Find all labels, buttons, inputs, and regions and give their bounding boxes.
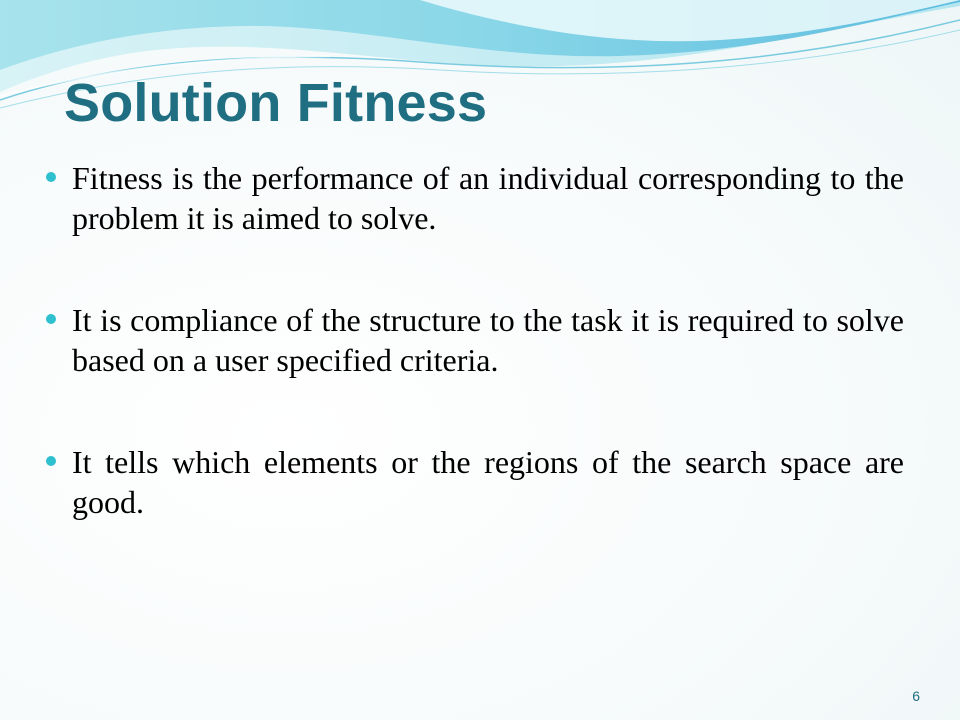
bullet-text: Fitness is the performance of an individual corresponding to the problem it is aimed to solve. (72, 160, 904, 236)
bullet-item (42, 158, 904, 238)
bullet-list (42, 158, 904, 584)
bullet-text: It is compliance of the structure to the task it is required to solve based on a user specified criteria. (72, 302, 904, 378)
bullet-item (42, 442, 904, 522)
bullet-marker-icon (46, 314, 56, 324)
bullet-text: It tells which elements or the regions of the search space are good. (72, 444, 904, 520)
bullet-marker-icon (46, 172, 56, 182)
bullet-marker-icon (46, 456, 56, 466)
bullet-item (42, 300, 904, 380)
page-number: 6 (912, 688, 920, 704)
slide-title: Solution Fitness (64, 73, 488, 133)
